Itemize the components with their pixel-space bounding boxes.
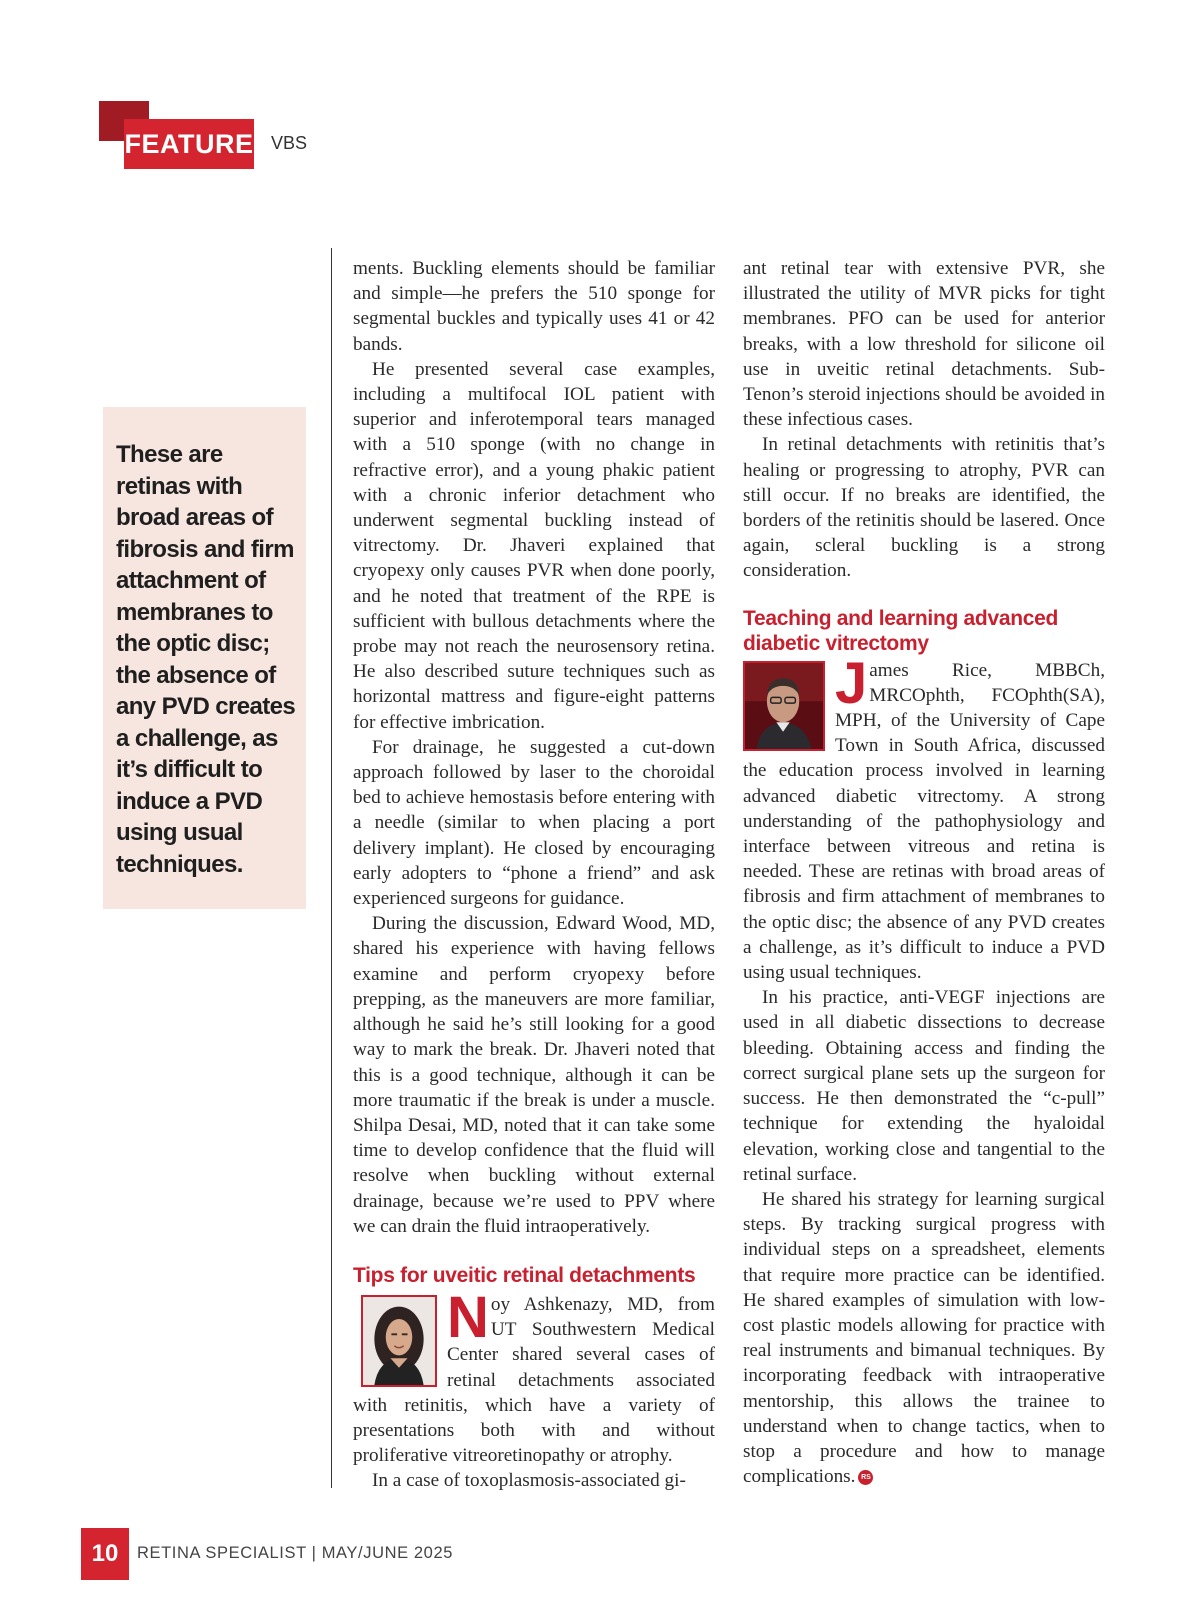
pull-quote-text: These are retinas with broad areas of fibrosis and firm attachment of membranes to the optic disc; the absence of any PVD creates a challenge, as it’s difficult to induce a PVD using usual techniques. — [116, 441, 296, 878]
drop-cap: N — [447, 1284, 489, 1350]
page-number: 10 — [81, 1528, 129, 1580]
paragraph: In his practice, anti-VEGF injections are used in all diabetic dissections to decrease bleeding. Obtaining access and finding the correct surgical plane sets up the surgeon for success. He then demonstrated the “c-pull” technique for extending the hyaloidal elevation, working close and tangential to the retinal surface. — [743, 987, 1105, 1185]
paragraph: ant retinal tear with extensive PVR, she illustrated the utility of MVR picks for tight membranes. PFO can be used for anterior breaks, with a low threshold for silicone oil use in uveitic retinal detachments. Sub-Tenon’s steroid injections should be avoided in these infectious cases. — [743, 258, 1105, 431]
column-divider — [331, 248, 332, 1488]
speaker-portrait-photo — [361, 1295, 437, 1387]
paragraph: In retinal detachments with retinitis that’s healing or progressing to atrophy, PVR can still occur. If no breaks are identified, the borders of the retinitis should be lasered. Once again, scleral buckling is a strong consideration. — [743, 434, 1105, 582]
drop-cap: J — [835, 650, 868, 716]
end-mark-icon: RS — [858, 1470, 873, 1485]
feature-label: FEATURE — [124, 119, 254, 169]
pull-quote — [103, 407, 306, 909]
section-tag: VBS — [271, 133, 308, 153]
paragraph: He presented several case examples, including a multifocal IOL patient with superior and inferotemporal tears managed with a 510 sponge (with no change in refractive error), and a young phakic patient with a chronic inferior detachment who underwent segmental buckling instead of vitrectomy. Dr. Jhaveri explained that cryopexy only causes PVR when done poorly, and he noted that treatment of the RPE is sufficient with bullous detachments where the probe may not reach the neurosensory retina. He also described suture techniques such as horizontal mattress and figure-eight patterns for effective imbrication. — [353, 358, 715, 733]
speaker-portrait-photo — [743, 661, 825, 751]
lead-text: ames Rice, MBBCh, MRCOphth, FCOphth(SA), MPH, of the University of Cape Town in South Africa, discussed the education process involved in learning advanced diabetic vitrectomy. A strong understanding of the pathophysiology and interface between vitreous and retina is needed. These are retinas with broad areas of fibrosis and firm attachment of membranes to the optic disc; the absence of any PVD creates a challenge, as it’s difficult to induce a PVD using usual techniques. — [743, 659, 1105, 984]
section-heading: Teaching and learning advanced diabetic vitrectomy — [743, 606, 1059, 655]
article-column-2 — [743, 256, 1105, 1489]
paragraph: In a case of toxoplasmosis-associated gi- — [372, 1470, 686, 1492]
last-paragraph-text: He shared his strategy for learning surgical steps. By tracking surgical progress with individual steps on a spreadsheet, elements that require more practice can be identified. He shared examples of simulation with low-cost plastic models allowing for practice with real instruments and bimanual techniques. By incorporating feedback with intraoperative mentorship, this allows the trainee to understand when to change tactics, when to stop a procedure and how to manage complications. — [743, 1188, 1105, 1488]
paragraph: ments. Buckling elements should be familiar and simple—he prefers the 510 sponge for segmental buckles and typically uses 41 or 42 bands. — [353, 258, 715, 355]
paragraph-last — [743, 1187, 1105, 1489]
paragraph: For drainage, he suggested a cut-down approach followed by laser to the choroidal bed to achieve hemostasis before entering with a needle (similar to when placing a port delivery implant). He closed by encouraging early adopters to “phone a friend” and ask experienced surgeons for guidance. — [353, 736, 715, 910]
publication-footer: RETINA SPECIALIST | MAY/JUNE 2025 — [137, 1544, 453, 1562]
lead-text: oy Ashkenazy, MD, from UT Southwestern Medical Center shared several cases of retinal detachments associated with retinitis, which have a variety of presentations both with and without proliferative vitreoretinopathy or atrophy. — [353, 1293, 715, 1467]
section-heading: Tips for uveitic retinal detachments — [353, 1263, 696, 1287]
article-column-1 — [353, 256, 715, 1494]
paragraph: During the discussion, Edward Wood, MD, shared his experience with having fellows examine and perform cryopexy before prepping, as the maneuvers are more familiar, although he said he’s still looking for a good way to mark the break. Dr. Jhaveri noted that this is a good technique, although it can be more traumatic if the break is under a muscle. Shilpa Desai, MD, noted that it can take some time to develop confidence that the fluid will resolve when buckling without external drainage, because we’re used to PPV where we can drain the fluid intraoperatively. — [353, 913, 715, 1237]
